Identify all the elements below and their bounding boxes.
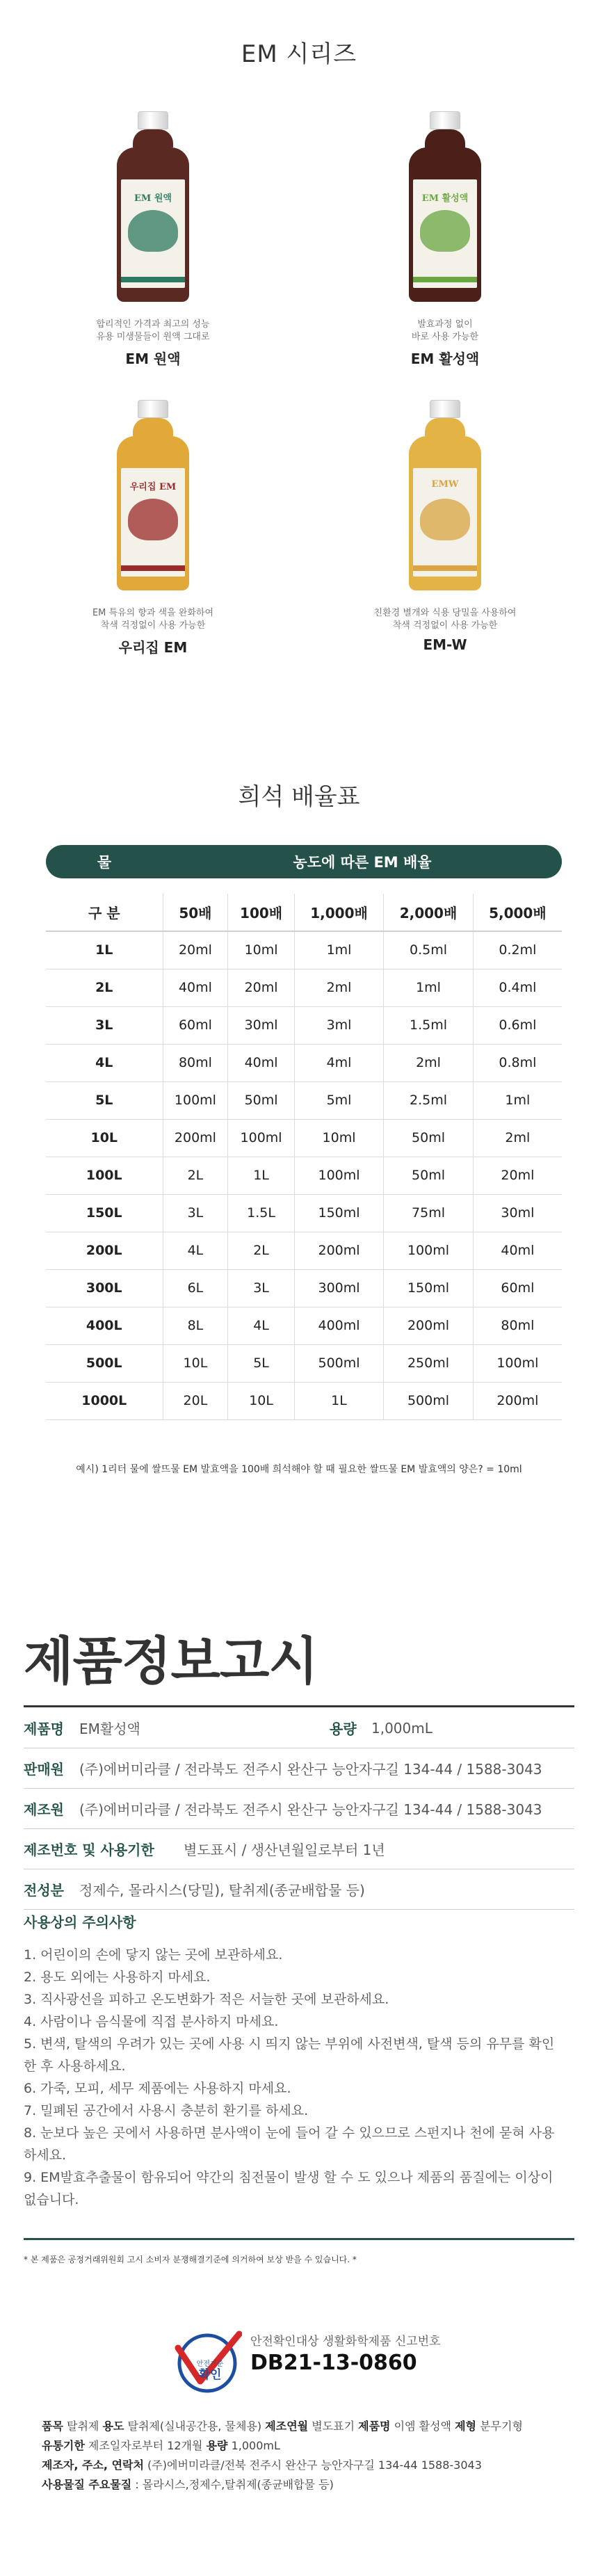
bottle-neck xyxy=(425,129,465,147)
table-cell: 0.4ml xyxy=(473,969,562,1006)
table-cell: 20ml xyxy=(163,931,228,969)
row-water-amount: 200L xyxy=(46,1232,163,1269)
legal-line-3 xyxy=(42,2456,570,2475)
row-water-amount: 5L xyxy=(46,1081,163,1119)
row-water-amount: 1000L xyxy=(46,1382,163,1419)
table-cell: 150ml xyxy=(294,1194,383,1232)
bottle-label xyxy=(121,179,185,288)
compensation-notice: * 본 제품은 공정거래위원회 고시 소비자 분쟁해결기준에 의거하여 보상 받을 수 있습니다. * xyxy=(24,2255,357,2264)
info-key: 용량 xyxy=(330,1721,357,1737)
bottle-icon xyxy=(409,111,481,302)
legal-key: 제형 xyxy=(455,2420,476,2433)
caution-item: 7. 밀폐된 공간에서 사용시 충분히 환기를 하세요. xyxy=(24,2103,309,2118)
header-water: 물 xyxy=(97,854,112,871)
table-cell: 200ml xyxy=(163,1119,228,1157)
product-bottle xyxy=(83,111,223,313)
legal-value: 분무기형 xyxy=(480,2420,523,2433)
caution-item: 5. 변색, 탈색의 우려가 있는 곳에 사용 시 띄지 않는 부위에 사전변색, 탈색 등의 유무를 확인 xyxy=(24,2036,555,2052)
table-cell: 50ml xyxy=(384,1119,473,1157)
leaf-graphic xyxy=(128,210,178,252)
header-concentration: 농도에 따른 EM 배율 xyxy=(293,854,432,871)
table-cell: 40ml xyxy=(163,969,228,1006)
table-cell: 50ml xyxy=(384,1157,473,1194)
mark-top-text: 안전기준 xyxy=(196,2360,224,2368)
table-cell: 20L xyxy=(163,1382,228,1419)
table-cell: 2.5ml xyxy=(384,1081,473,1119)
info-key: 판매원 xyxy=(24,1761,64,1778)
bottle-icon xyxy=(117,400,189,590)
row-water-amount: 2L xyxy=(46,969,163,1006)
label-band xyxy=(121,277,185,282)
table-cell: 500ml xyxy=(294,1344,383,1382)
row-water-amount: 10L xyxy=(46,1119,163,1157)
table-cell: 1.5L xyxy=(228,1194,294,1232)
table-cell: 5ml xyxy=(294,1081,383,1119)
bottle-neck xyxy=(133,418,173,436)
info-key: 제조번호 및 사용기한 xyxy=(24,1842,154,1858)
info-key: 전성분 xyxy=(24,1882,64,1899)
legal-value: 탈취제 xyxy=(67,2420,99,2433)
table-cell: 250ml xyxy=(384,1344,473,1382)
table-row xyxy=(46,1232,562,1269)
table-cell: 10ml xyxy=(294,1119,383,1157)
table-cell: 60ml xyxy=(473,1269,562,1307)
table-cell: 2ml xyxy=(294,969,383,1006)
caution-item: 4. 사람이나 음식물에 직접 분사하지 마세요. xyxy=(24,2014,279,2029)
caution-item: 6. 가죽, 모피, 세무 제품에는 사용하지 마세요. xyxy=(24,2081,291,2096)
product-bottle xyxy=(375,111,515,313)
table-row xyxy=(46,1269,562,1307)
product-name: EM-W xyxy=(423,636,467,653)
table-row xyxy=(46,931,562,969)
caution-item: 하세요. xyxy=(24,2148,67,2163)
bottle-label xyxy=(121,468,185,577)
col-header: 50배 xyxy=(163,894,228,931)
legal-key: 유통기한 xyxy=(42,2439,85,2452)
table-row xyxy=(46,1382,562,1419)
bottle-icon xyxy=(117,111,189,302)
col-label: 구 분 xyxy=(46,894,163,931)
table-row xyxy=(46,1044,562,1081)
caution-item: 한 후 사용하세요. xyxy=(24,2059,126,2074)
table-cell: 75ml xyxy=(384,1194,473,1232)
table-cell: 100ml xyxy=(473,1344,562,1382)
table-cell: 2L xyxy=(163,1157,228,1194)
bottle-label xyxy=(413,179,477,288)
table-cell: 20ml xyxy=(228,969,294,1006)
table-cell: 4ml xyxy=(294,1044,383,1081)
info-value: 정제수, 몰라시스(당밀), 탈취제(종균배합물 등) xyxy=(79,1882,365,1899)
row-water-amount: 1L xyxy=(46,931,163,969)
legal-key: 제조자, 주소, 연락처 xyxy=(42,2458,144,2472)
label-band xyxy=(413,277,477,282)
col-header: 1,000배 xyxy=(294,894,383,931)
bottle-cap xyxy=(138,400,168,418)
legal-key: 품목 xyxy=(42,2420,63,2433)
table-cell: 1ml xyxy=(384,969,473,1006)
caution-item: 1. 어린이의 손에 닿지 않는 곳에 보관하세요. xyxy=(24,1947,283,1963)
product-desc-line: 바로 사용 가능한 xyxy=(411,332,479,342)
table-cell: 200ml xyxy=(384,1307,473,1344)
table-cell: 4L xyxy=(163,1232,228,1269)
info-row-product xyxy=(24,1708,574,1748)
bottle-neck xyxy=(425,418,465,436)
legal-value: : 몰라시스,정제수,탈취제(종균배합물 등) xyxy=(135,2478,334,2491)
cautions-list xyxy=(24,1944,574,2211)
table-cell: 300ml xyxy=(294,1269,383,1307)
safety-check-icon xyxy=(172,2327,242,2397)
leaf-graphic xyxy=(420,499,470,540)
row-water-amount: 150L xyxy=(46,1194,163,1232)
table-cell: 1ml xyxy=(473,1081,562,1119)
table-cell: 40ml xyxy=(473,1232,562,1269)
bottle-label-text: EM 활성액 xyxy=(421,193,469,204)
table-cell: 6L xyxy=(163,1269,228,1307)
info-value: 별도표시 / 생산년월일로부터 1년 xyxy=(184,1842,385,1858)
row-water-amount: 300L xyxy=(46,1269,163,1307)
caution-item: 8. 눈보다 높은 곳에서 사용하면 분사액이 눈에 들어 갈 수 있으므로 스펀지나 천에 묻혀 사용 xyxy=(24,2125,555,2141)
row-water-amount: 500L xyxy=(46,1344,163,1382)
legal-line-2 xyxy=(42,2436,570,2456)
table-cell: 2ml xyxy=(384,1044,473,1081)
row-water-amount: 400L xyxy=(46,1307,163,1344)
table-cell: 100ml xyxy=(294,1157,383,1194)
table-cell: 10L xyxy=(163,1344,228,1382)
bottle-label-text: EMW xyxy=(431,479,459,490)
bottle-cap xyxy=(430,400,460,418)
divider xyxy=(24,1705,574,1707)
legal-value: 탈취제(실내공간용, 물체용) xyxy=(127,2420,262,2433)
info-row-maker xyxy=(24,1789,574,1829)
table-header-row xyxy=(46,894,562,931)
product-name: EM 활성액 xyxy=(410,351,480,367)
bottle-label-text: EM 원액 xyxy=(134,193,172,204)
row-water-amount: 4L xyxy=(46,1044,163,1081)
dilution-table xyxy=(46,894,562,1420)
info-value: (주)에버미라클 / 전라북도 전주시 완산구 능안자구길 134-44 / 1588-3043 xyxy=(79,1801,542,1818)
table-cell: 30ml xyxy=(473,1194,562,1232)
col-header: 5,000배 xyxy=(473,894,562,931)
legal-line-4 xyxy=(42,2475,570,2495)
table-cell: 0.5ml xyxy=(384,931,473,969)
info-key: 제조원 xyxy=(24,1801,64,1818)
legal-key: 용도 xyxy=(102,2420,124,2433)
product-desc-line: EM 특유의 향과 색을 완화하여 xyxy=(92,608,214,618)
bottle-cap xyxy=(430,111,460,129)
product-em-active[interactable] xyxy=(330,111,560,368)
caution-item: 9. EM발효추출물이 함유되어 약간의 침전물이 발생 할 수 도 있으나 제품의 품질에는 이상이 xyxy=(24,2170,553,2185)
table-cell: 3ml xyxy=(294,1006,383,1044)
label-band xyxy=(413,565,477,571)
table-cell: 40ml xyxy=(228,1044,294,1081)
info-title: 제품정보고시 xyxy=(24,1632,318,1691)
leaf-graphic xyxy=(128,499,178,540)
cert-label: 안전확인대상 생활화학제품 신고번호 xyxy=(250,2335,441,2349)
table-cell: 100ml xyxy=(384,1232,473,1269)
table-cell: 1ml xyxy=(294,931,383,969)
table-cell: 80ml xyxy=(163,1044,228,1081)
table-cell: 60ml xyxy=(163,1006,228,1044)
table-cell: 0.8ml xyxy=(473,1044,562,1081)
safety-check-mark xyxy=(172,2327,242,2397)
table-cell: 5L xyxy=(228,1344,294,1382)
legal-value: 제조일자로부터 12개월 xyxy=(88,2439,203,2452)
info-row-ingredients xyxy=(24,1869,574,1910)
product-desc-line: 발효과정 없이 xyxy=(417,319,473,330)
table-row xyxy=(46,1157,562,1194)
product-desc-line: 유용 미생물들이 원액 그대로 xyxy=(96,332,210,342)
table-cell: 80ml xyxy=(473,1307,562,1344)
product-em-w[interactable] xyxy=(330,400,560,653)
legal-key: 용량 xyxy=(206,2439,228,2452)
col-header: 100배 xyxy=(228,894,294,931)
info-value: 1,000mL xyxy=(371,1719,433,1737)
table-cell: 3L xyxy=(163,1194,228,1232)
info-row-seller xyxy=(24,1748,574,1789)
bottle-body xyxy=(117,436,189,590)
legal-info xyxy=(42,2417,570,2495)
caution-item: 없습니다. xyxy=(24,2192,79,2207)
table-cell: 8L xyxy=(163,1307,228,1344)
table-cell: 10L xyxy=(228,1382,294,1419)
table-cell: 1L xyxy=(228,1157,294,1194)
row-water-amount: 100L xyxy=(46,1157,163,1194)
bottle-label xyxy=(413,468,477,577)
cautions-title: 사용상의 주의사항 xyxy=(24,1914,136,1931)
mark-bottom-text: 확인 xyxy=(198,2368,222,2382)
product-desc-line: 착색 걱정없이 사용 가능한 xyxy=(392,620,498,631)
dilution-example-note: 예시) 1리터 물에 쌀뜨물 EM 발효액을 100배 희석해야 할 때 필요한 쌀뜨물 EM 발효액의 양은? = 10ml xyxy=(76,1464,522,1475)
table-row xyxy=(46,1194,562,1232)
legal-line-1 xyxy=(42,2417,570,2436)
dilution-title: 희석 배율표 xyxy=(238,783,360,811)
divider xyxy=(24,2238,574,2240)
legal-value: 별도표기 xyxy=(312,2420,355,2433)
table-cell: 100ml xyxy=(163,1081,228,1119)
table-row xyxy=(46,969,562,1006)
product-name: EM 원액 xyxy=(125,351,181,367)
bottle-body xyxy=(409,436,481,590)
bottle-cap xyxy=(138,111,168,129)
bottle-label-text: 우리집 EM xyxy=(129,482,177,492)
legal-value: (주)에버미라클/전북 전주시 완산구 능안자구길 134-44 1588-3043 xyxy=(147,2458,482,2472)
legal-key: 제조연월 xyxy=(265,2420,309,2433)
table-cell: 0.2ml xyxy=(473,931,562,969)
table-cell: 4L xyxy=(228,1307,294,1344)
table-row xyxy=(46,1119,562,1157)
table-cell: 50ml xyxy=(228,1081,294,1119)
table-cell: 2ml xyxy=(473,1119,562,1157)
dilution-header-bar xyxy=(46,845,562,878)
table-cell: 500ml xyxy=(384,1382,473,1419)
cautions-section xyxy=(24,1911,574,2211)
table-cell: 150ml xyxy=(384,1269,473,1307)
table-cell: 100ml xyxy=(228,1119,294,1157)
product-desc-line: 친환경 별개와 식용 당밀을 사용하여 xyxy=(373,608,517,618)
table-cell: 20ml xyxy=(473,1157,562,1194)
table-cell: 30ml xyxy=(228,1006,294,1044)
info-row-lot xyxy=(24,1829,574,1869)
caution-item: 2. 용도 외에는 사용하지 마세요. xyxy=(24,1970,211,1985)
table-row xyxy=(46,1081,562,1119)
bottle-body xyxy=(409,147,481,302)
product-name: 우리집 EM xyxy=(118,639,188,656)
table-cell: 200ml xyxy=(473,1382,562,1419)
bottle-neck xyxy=(133,129,173,147)
product-our-home-em[interactable] xyxy=(38,400,268,657)
row-water-amount: 3L xyxy=(46,1006,163,1044)
bottle-body xyxy=(117,147,189,302)
legal-value: 이엠 활성액 xyxy=(394,2420,451,2433)
table-cell: 0.6ml xyxy=(473,1006,562,1044)
table-cell: 1L xyxy=(294,1382,383,1419)
product-bottle xyxy=(375,400,515,602)
legal-key: 사용물질 주요물질 xyxy=(42,2478,132,2491)
product-desc-line: 합리적인 가격과 최고의 성능 xyxy=(96,319,210,330)
caution-item: 3. 직사광선을 피하고 온도변화가 적은 서늘한 곳에 보관하세요. xyxy=(24,1992,389,2007)
table-cell: 10ml xyxy=(228,931,294,969)
info-key: 제품명 xyxy=(24,1721,64,1737)
label-band xyxy=(121,565,185,571)
table-cell: 2L xyxy=(228,1232,294,1269)
table-cell: 1.5ml xyxy=(384,1006,473,1044)
table-cell: 3L xyxy=(228,1269,294,1307)
table-row xyxy=(46,1307,562,1344)
bottle-icon xyxy=(409,400,481,590)
leaf-graphic xyxy=(420,210,470,252)
series-title: EM 시리즈 xyxy=(241,40,357,68)
table-cell: 400ml xyxy=(294,1307,383,1344)
legal-key: 제품명 xyxy=(358,2420,391,2433)
info-value: EM활성액 xyxy=(79,1721,140,1737)
table-row xyxy=(46,1344,562,1382)
cert-number: DB21-13-0860 xyxy=(250,2351,417,2375)
product-desc-line: 착색 걱정없이 사용 가능한 xyxy=(100,620,206,631)
legal-value: 1,000mL xyxy=(231,2439,280,2452)
table-row xyxy=(46,1006,562,1044)
col-header: 2,000배 xyxy=(384,894,473,931)
product-em-original[interactable] xyxy=(38,111,268,368)
table-cell: 200ml xyxy=(294,1232,383,1269)
info-value: (주)에버미라클 / 전라북도 전주시 완산구 능안자구길 134-44 / 1588-3043 xyxy=(79,1761,542,1778)
product-bottle xyxy=(83,400,223,602)
